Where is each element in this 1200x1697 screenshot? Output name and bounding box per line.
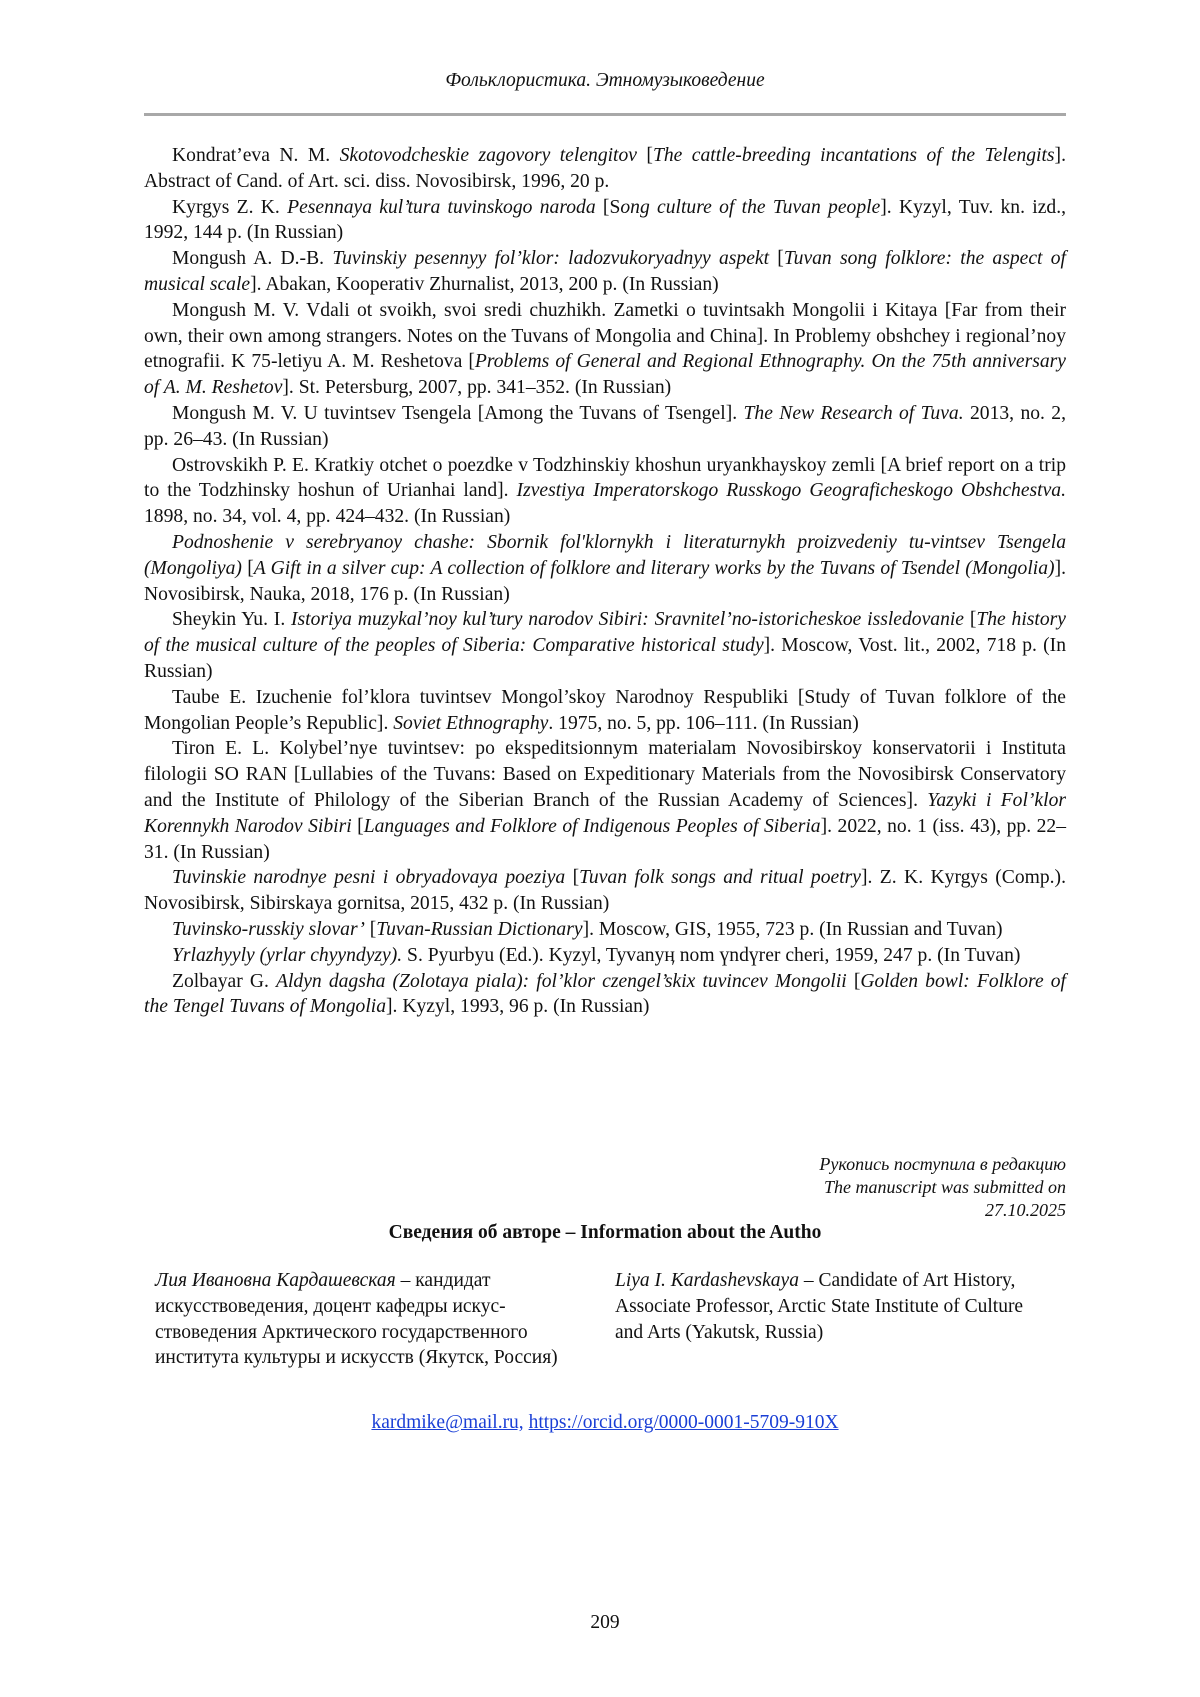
reference-item: Kondrat’eva N. M. Skotovodcheskie zagovory telengitov [The cattle-breeding incantations of the Telengits]. Abstract of Cand. of Art. sci. diss. Novosibirsk, 1996, 20 p. [144,145,1066,192]
reference-item: Mongush M. V. Vdali ot svoikh, svoi sredi chuzhikh. Zametki o tuvintsakh Mongolii i Kitaya [Far from their own, their own among strangers. Notes on the Tuvans of Mongolia and China]. In Problemy obshchey i regional’noy etnografii. K 75-letiyu A. M. Reshetova [Problems of General and Regional Ethnography. On the 75th anniversary of A. M. Reshetov]. St. Petersburg, 2007, pp. 341–352. (In Russian) [144,299,1066,399]
reference-item: Zolbayar G. Aldyn dagsha (Zolotaya piala): fol’klor czengel’skix tuvincev Mongolii [Golden bowl: Folklore of the Tengel Tuvans of Mongolia]. Kyzyl, 1993, 96 p. (In Russian) [144,970,1066,1018]
reference-item: Taube E. Izuchenie fol’klora tuvintsev Mongol’skoy Narodnoy Respubliki [Study of Tuvan folklore of the Mongolian People’s Republic]. Soviet Ethnography. 1975, no. 5, pp. 106–111. (In Russian) [144,686,1066,734]
submission-note-ru: Рукопись поступила в редакцию [819,1154,1066,1174]
email-link[interactable]: kardmike@mail.ru, [371,1412,524,1433]
submission-note-en: The manuscript was submitted on [823,1177,1066,1197]
submission-note [566,1153,1066,1222]
reference-item: Yrlazhyyly (yrlar chyyndyzy). S. Pyurbyu (Ed.). Kyzyl, Tyvanyӊ nom үndүrer cheri, 1959, 247 p. (In Tuvan) [172,944,1021,966]
references-list [144,143,1066,1020]
author-info-ru [155,1268,591,1371]
author-name-en: Liya I. Kardashevskaya [615,1270,799,1291]
reference-item: Podnoshenie v serebryanoy chashe: Sbornik fol'klornykh i literaturnykh proizvedeniy tu-vintsev Tsengela (Mongoliya) [A Gift in a silver cup: A collection of folklore and literary works by the Tuvans of Tsendel (Mongolia)]. Novosibirsk, Nauka, 2018, 176 p. (In Russian) [144,531,1066,605]
reference-item: Sheykin Yu. I. Istoriya muzykal’noy kul’tury narodov Sibiri: Sravnitel’no-istoricheskoe issledovanie [The history of the musical culture of the peoples of Siberia: Comparative historical study]. Moscow, Vost. lit., 2002, 718 p. (In Russian) [144,609,1067,682]
reference-item: Tuvinsko-russkiy slovar’ [Tuvan-Russian Dictionary]. Moscow, GIS, 1955, 723 p. (In Russian and Tuvan) [172,918,1003,940]
author-info-title: Сведения об авторе – Information about the Autho [388,1222,822,1243]
author-text-ru: – кандидат искусствоведения, доцент кафедры искус-ствоведения Арктического государственного института культуры и искусств (Якутск, Россия) [155,1270,558,1369]
author-text-en: – Candidate of Art History, Associate Professor, Arctic State Institute of Culture and Arts (Yakutsk, Russia) [615,1270,1024,1343]
reference-item: Kyrgys Z. K. Pesennaya kul’tura tuvinskogo naroda [Song culture of the Tuvan people]. Kyzyl, Tuv. kn. izd., 1992, 144 p. (In Russian) [144,196,1067,244]
orcid-link[interactable]: https://orcid.org/0000-0001-5709-910X [528,1412,839,1433]
reference-item: Tuvinskie narodnye pesni i obryadovaya poeziya [Tuvan folk songs and ritual poetry]. Z. K. Kyrgys (Comp.). Novosibirsk, Sibirskaya gornitsa, 2015, 432 p. (In Russian) [144,867,1066,915]
reference-item: Mongush M. V. U tuvintsev Tsengela [Among the Tuvans of Tsengel]. The New Research of Tuva. 2013, no. 2, pp. 26–43. (In Russian) [144,402,1067,450]
reference-item: Mongush A. D.-B. Tuvinskiy pesennyy fol’klor: ladozvukoryadnyy aspekt [Tuvan song folklore: the aspect of musical scale]. Abakan, Kooperativ Zhurnalist, 2013, 200 p. (In Russian) [144,248,1066,295]
running-header: Фольклористика. Этномузыковедение [445,70,765,91]
header-rule [144,113,1066,116]
submission-date: 27.10.2025 [985,1200,1066,1220]
page-number: 209 [590,1612,620,1633]
author-name-ru: Лия Ивановна Кардашевская [155,1270,396,1291]
author-info-en [615,1268,1055,1345]
reference-item: Ostrovskikh P. E. Kratkiy otchet o poezdke v Todzhinskiy khoshun uryankhayskoy zemli [A brief report on a trip to the Todzhinsky hoshun of Urianhai land]. Izvestiya Imperatorskogo Russkogo Geograficheskogo Obshchestva. 1898, no. 34, vol. 4, pp. 424–432. (In Russian) [144,454,1066,528]
reference-item: Tiron E. L. Kolybel’nye tuvintsev: po ekspeditsionnym materialam Novosibirskoy konservatorii i Instituta filologii SO RAN [Lullabies of the Tuvans: Based on Expeditionary Materials from the Novosibirsk Conservatory and the Institute of Philology of the Siberian Branch of the Russian Academy of Sciences]. Yazyki i Fol’klor Korennykh Narodov Sibiri [Languages and Folklore of Indigenous Peoples of Siberia]. 2022, no. 1 (iss. 43), pp. 22–31. (In Russian) [144,738,1066,863]
author-contacts [144,1412,1066,1434]
